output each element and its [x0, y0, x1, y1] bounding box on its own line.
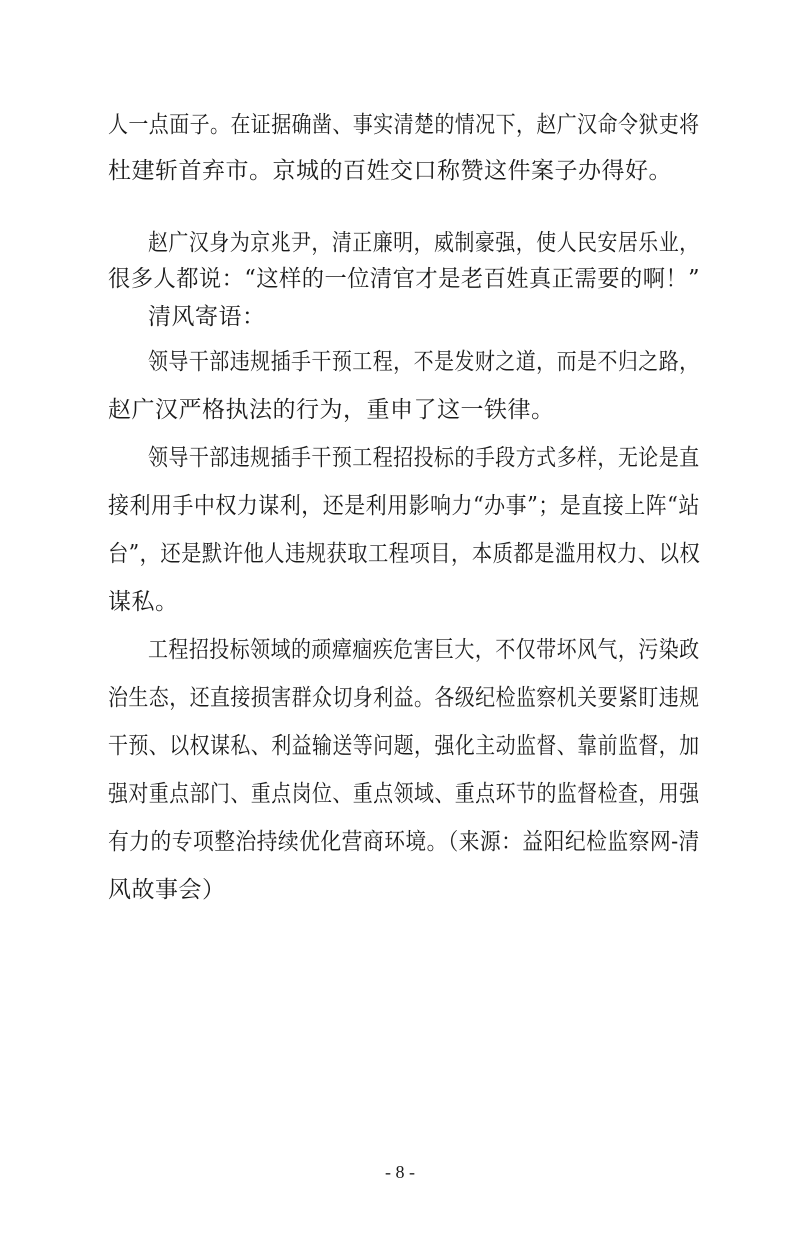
text-line: 人一点面子。在证据确凿、事实清楚的情况下，赵广汉命令狱吏将: [108, 112, 700, 138]
text-line: 赵广汉身为京兆尹，清正廉明，威制豪强，使人民安居乐业，: [148, 230, 700, 256]
text-line: 工程招投标领域的顽瘴痼疾危害巨大，不仅带坏风气，污染政: [148, 637, 700, 663]
text-line: 领导干部违规插手干预工程招投标的手段方式多样，无论是直: [148, 445, 700, 471]
text-line: 风故事会）: [108, 877, 226, 903]
text-line: 强对重点部门、重点岗位、重点领域、重点环节的监督检查，用强: [108, 781, 700, 807]
text-line: 赵广汉严格执法的行为，重申了这一铁律。: [108, 397, 555, 423]
text-line: 有力的专项整治持续优化营商环境。（来源：益阳纪检监察网-清: [108, 829, 700, 855]
text-line: 领导干部违规插手干预工程，不是发财之道，而是不归之路，: [148, 349, 700, 375]
text-line: 很多人都说：“这样的一位清官才是老百姓真正需要的啊！”: [108, 266, 701, 292]
text-line: 台”，还是默许他人违规获取工程项目，本质都是滥用权力、以权: [108, 541, 701, 567]
text-line: 接利用手中权力谋利，还是利用影响力“办事”；是直接上阵“站: [108, 493, 700, 519]
section-heading: 清风寄语：: [148, 304, 266, 330]
text-line: 谋私。: [108, 589, 179, 615]
text-line: 杜建斩首弃市。京城的百姓交口称赞这件案子办得好。: [108, 158, 672, 184]
text-line: 治生态，还直接损害群众切身利益。各级纪检监察机关要紧盯违规: [108, 685, 700, 711]
text-line: 干预、以权谋私、利益输送等问题，强化主动监督、靠前监督，加: [108, 733, 700, 759]
page-number: - 8 -: [385, 1162, 415, 1182]
